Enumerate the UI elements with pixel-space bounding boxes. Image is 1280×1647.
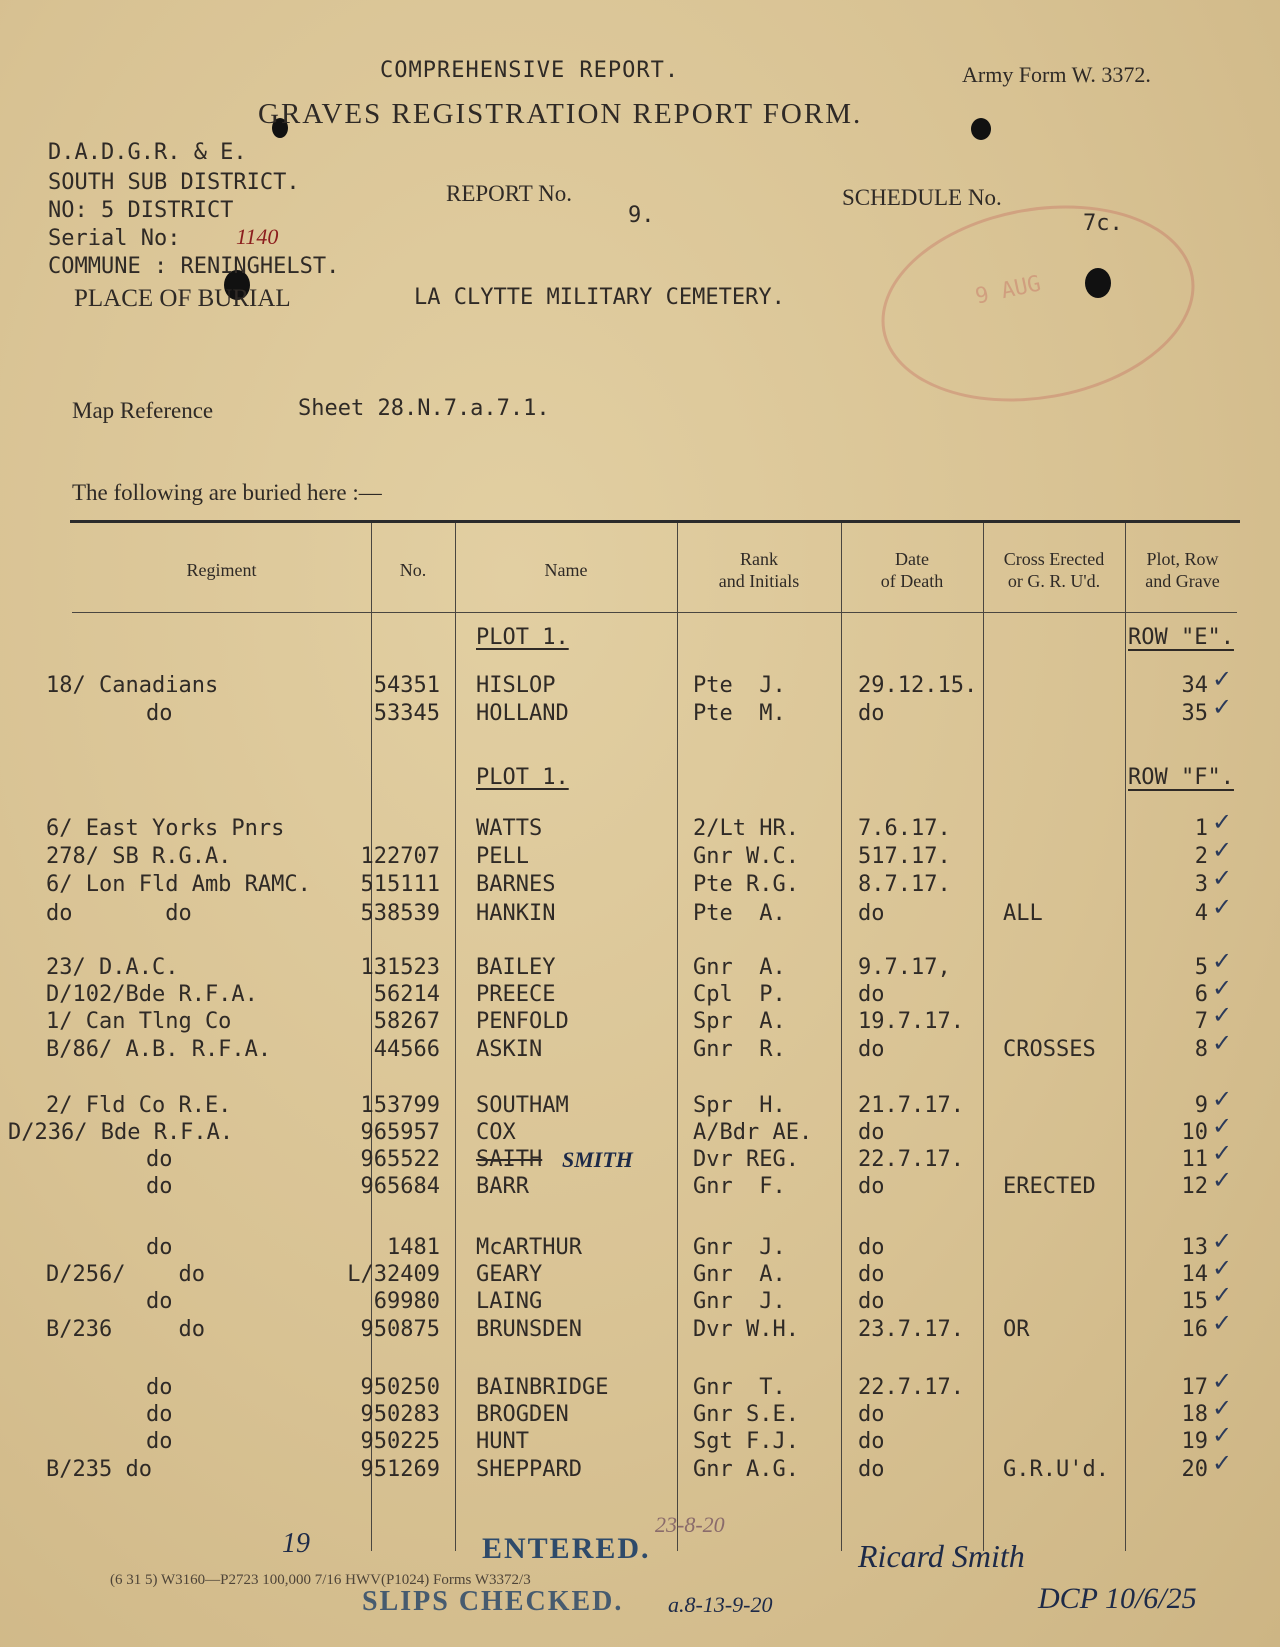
rank-cell: Gnr S.E. <box>693 1402 799 1427</box>
grave-cell: 3 <box>1194 872 1208 897</box>
grave-cell: 10 <box>1181 1120 1208 1145</box>
rank-cell: Gnr R. <box>693 1037 786 1062</box>
office-line-2: SOUTH SUB DISTRICT. <box>48 170 300 195</box>
service-number-cell: L/32409 <box>347 1262 440 1287</box>
regiment-cell: 6/ Lon Fld Amb RAMC. <box>46 872 311 897</box>
tick-icon: ✓ <box>1212 947 1233 975</box>
comprehensive-report-heading: COMPREHENSIVE REPORT. <box>380 58 680 83</box>
date-cell: do <box>858 1457 885 1482</box>
date-cell: 29.12.15. <box>858 673 978 698</box>
regiment-cell: do <box>146 1402 173 1427</box>
date-cell: do <box>858 1289 885 1314</box>
name-cell: PREECE <box>476 982 556 1007</box>
name-cell: BRUNSDEN <box>476 1317 582 1342</box>
name-cell: HOLLAND <box>476 701 569 726</box>
schedule-no-label: SCHEDULE No. <box>842 185 1002 210</box>
entered-stamp: ENTERED. <box>482 1532 651 1565</box>
name-cell: GEARY <box>476 1262 543 1287</box>
name-cell: BAILEY <box>476 955 556 980</box>
rank-cell: Spr A. <box>693 1009 786 1034</box>
service-number-cell: 122707 <box>360 844 440 869</box>
col-header-cross: Cross Erected or G. R. U'd. <box>1003 549 1105 591</box>
date-cell: 22.7.17. <box>858 1147 964 1172</box>
service-number-cell: 56214 <box>373 982 440 1007</box>
office-line-1: D.A.D.G.R. & E. <box>48 140 247 165</box>
column-divider <box>1125 523 1126 1551</box>
grave-cell: 15 <box>1181 1289 1208 1314</box>
date-cell: do <box>858 1402 885 1427</box>
rank-cell: Sgt F.J. <box>693 1429 799 1454</box>
table-top-rule <box>70 520 1240 523</box>
name-cell: BROGDEN <box>476 1402 569 1427</box>
date-cell: do <box>858 701 885 726</box>
cross-cell: ERECTED <box>1003 1174 1096 1199</box>
row-heading: ROW "E". <box>1128 625 1234 650</box>
service-number-cell: 965684 <box>360 1174 440 1199</box>
cross-cell: G.R.U'd. <box>1003 1457 1109 1482</box>
grave-cell: 8 <box>1194 1037 1208 1062</box>
name-cell: HUNT <box>476 1429 529 1454</box>
tick-icon: ✓ <box>1212 1254 1233 1282</box>
grave-cell: 35 <box>1181 701 1208 726</box>
rank-cell: Gnr F. <box>693 1174 786 1199</box>
grave-cell: 19 <box>1181 1429 1208 1454</box>
name-cell: BARNES <box>476 872 556 897</box>
report-no-label: REPORT No. <box>446 181 572 206</box>
place-of-burial-label: PLACE OF BURIAL <box>74 285 291 312</box>
service-number-cell: 54351 <box>373 673 440 698</box>
date-cell: do <box>858 1120 885 1145</box>
received-stamp-date: 9 AUG <box>973 271 1044 310</box>
name-cell: HISLOP <box>476 673 556 698</box>
service-number-cell: 965522 <box>360 1147 440 1172</box>
regiment-cell: do <box>146 701 173 726</box>
rank-cell: Gnr A.G. <box>693 1457 799 1482</box>
punch-hole-2 <box>971 118 991 140</box>
regiment-cell: D/236/ Bde R.F.A. <box>8 1120 234 1145</box>
grave-cell: 13 <box>1181 1235 1208 1260</box>
date-cell: do <box>858 1429 885 1454</box>
slips-checked-date: a.8-13-9-20 <box>668 1592 773 1617</box>
grave-cell: 14 <box>1181 1262 1208 1287</box>
tick-icon: ✓ <box>1212 836 1233 864</box>
regiment-cell: do do <box>46 901 192 926</box>
tick-icon: ✓ <box>1212 864 1233 892</box>
date-cell: 22.7.17. <box>858 1375 964 1400</box>
service-number-cell: 515111 <box>360 872 440 897</box>
commune-line: COMMUNE : RENINGHELST. <box>48 254 340 279</box>
date-cell: do <box>858 1262 885 1287</box>
rank-cell: Gnr A. <box>693 1262 786 1287</box>
grave-cell: 12 <box>1181 1174 1208 1199</box>
rank-cell: Pte A. <box>693 901 786 926</box>
name-cell: BAINBRIDGE <box>476 1375 609 1400</box>
regiment-cell: do <box>146 1235 173 1260</box>
serial-value: 1140 <box>236 224 279 249</box>
name-cell: HANKIN <box>476 901 556 926</box>
tick-icon: ✓ <box>1212 693 1233 721</box>
page-count-note: 19 <box>282 1528 310 1559</box>
rank-cell: A/Bdr AE. <box>693 1120 813 1145</box>
col-header-no: No. <box>399 560 427 580</box>
tick-icon: ✓ <box>1212 1139 1233 1167</box>
entered-date: 23-8-20 <box>655 1512 725 1537</box>
row-heading: ROW "F". <box>1128 765 1234 790</box>
grave-cell: 9 <box>1194 1093 1208 1118</box>
col-header-date: Date of Death <box>880 549 944 591</box>
rank-cell: Gnr J. <box>693 1289 786 1314</box>
date-cell: 517.17. <box>858 844 951 869</box>
date-cell: 23.7.17. <box>858 1317 964 1342</box>
regiment-cell: 18/ Canadians <box>46 673 219 698</box>
map-reference-label: Map Reference <box>72 398 214 423</box>
regiment-cell: do <box>146 1289 173 1314</box>
regiment-cell: do <box>146 1174 173 1199</box>
service-number-cell: 58267 <box>373 1009 440 1034</box>
rank-cell: Spr H. <box>693 1093 786 1118</box>
rank-cell: Gnr A. <box>693 955 786 980</box>
service-number-cell: 951269 <box>360 1457 440 1482</box>
name-cell: ASKIN <box>476 1037 543 1062</box>
service-number-cell: 538539 <box>360 901 440 926</box>
service-number-cell: 131523 <box>360 955 440 980</box>
tick-icon: ✓ <box>1212 1112 1233 1140</box>
grave-cell: 4 <box>1194 901 1208 926</box>
tick-icon: ✓ <box>1212 1227 1233 1255</box>
grave-cell: 5 <box>1194 955 1208 980</box>
serial-label: Serial No: <box>48 226 181 251</box>
regiment-cell: B/235 do <box>46 1457 152 1482</box>
col-header-regiment: Regiment <box>186 560 257 580</box>
rank-cell: Gnr W.C. <box>693 844 799 869</box>
regiment-cell: 6/ East Yorks Pnrs <box>46 816 285 841</box>
tick-icon: ✓ <box>1212 974 1233 1002</box>
signature: Ricard Smith <box>858 1538 1025 1574</box>
cross-cell: OR <box>1003 1317 1030 1342</box>
name-cell: BARR <box>476 1174 529 1199</box>
rank-cell: Gnr J. <box>693 1235 786 1260</box>
service-number-cell: 965957 <box>360 1120 440 1145</box>
name-cell: PELL <box>476 844 529 869</box>
tick-icon: ✓ <box>1212 1421 1233 1449</box>
column-divider <box>677 523 678 1551</box>
service-number-cell: 53345 <box>373 701 440 726</box>
rank-cell: Dvr REG. <box>693 1147 799 1172</box>
rank-cell: Pte R.G. <box>693 872 799 897</box>
plot-heading: PLOT 1. <box>476 765 569 790</box>
date-cell: do <box>858 1174 885 1199</box>
tick-icon: ✓ <box>1212 665 1233 693</box>
map-reference-value: Sheet 28.N.7.a.7.1. <box>298 396 550 421</box>
regiment-cell: B/236 do <box>46 1317 205 1342</box>
service-number-cell: 153799 <box>360 1093 440 1118</box>
tick-icon: ✓ <box>1212 808 1233 836</box>
name-cell: COX <box>476 1120 516 1145</box>
tick-icon: ✓ <box>1212 1281 1233 1309</box>
tick-icon: ✓ <box>1212 1309 1233 1337</box>
regiment-cell: do <box>146 1147 173 1172</box>
plot-heading: PLOT 1. <box>476 625 569 650</box>
date-cell: 21.7.17. <box>858 1093 964 1118</box>
regiment-cell: D/102/Bde R.F.A. <box>46 982 258 1007</box>
received-stamp-ring <box>866 182 1210 425</box>
grave-cell: 7 <box>1194 1009 1208 1034</box>
grave-cell: 2 <box>1194 844 1208 869</box>
col-header-name: Name <box>544 560 588 580</box>
regiment-cell: 1/ Can Tlng Co <box>46 1009 232 1034</box>
service-number-cell: 1481 <box>387 1235 440 1260</box>
column-divider <box>983 523 984 1551</box>
date-cell: do <box>858 901 885 926</box>
report-no-value: 9. <box>628 203 655 228</box>
army-form-number: Army Form W. 3372. <box>962 62 1151 87</box>
tick-icon: ✓ <box>1212 1449 1233 1477</box>
grave-cell: 20 <box>1181 1457 1208 1482</box>
date-cell: do <box>858 1037 885 1062</box>
name-cell: SHEPPARD <box>476 1457 582 1482</box>
regiment-cell: B/86/ A.B. R.F.A. <box>46 1037 272 1062</box>
tick-icon: ✓ <box>1212 893 1233 921</box>
service-number-cell: 950875 <box>360 1317 440 1342</box>
name-cell: PENFOLD <box>476 1009 569 1034</box>
regiment-cell: 2/ Fld Co R.E. <box>46 1093 232 1118</box>
grave-cell: 17 <box>1181 1375 1208 1400</box>
date-cell: 9.7.17, <box>858 955 951 980</box>
cross-cell: CROSSES <box>1003 1037 1096 1062</box>
rank-cell: Dvr W.H. <box>693 1317 799 1342</box>
regiment-cell: 23/ D.A.C. <box>46 955 179 980</box>
name-cell: WATTS <box>476 816 543 841</box>
tick-icon: ✓ <box>1212 1166 1233 1194</box>
name-cell: SAITH <box>476 1147 543 1172</box>
place-of-burial-value: LA CLYTTE MILITARY CEMETERY. <box>414 285 785 310</box>
col-header-rank: Rank and Initials <box>718 549 800 591</box>
regiment-cell: D/256/ do <box>46 1262 205 1287</box>
office-line-3: NO: 5 DISTRICT <box>48 198 234 223</box>
tick-icon: ✓ <box>1212 1085 1233 1113</box>
tick-icon: ✓ <box>1212 1394 1233 1422</box>
rank-cell: Cpl P. <box>693 982 786 1007</box>
rank-cell: Pte M. <box>693 701 786 726</box>
initials-date: DCP 10/6/25 <box>1038 1582 1197 1615</box>
service-number-cell: 69980 <box>373 1289 440 1314</box>
date-cell: 19.7.17. <box>858 1009 964 1034</box>
column-divider <box>455 523 456 1551</box>
name-correction: SMITH <box>562 1147 633 1172</box>
form-title: GRAVES REGISTRATION REPORT FORM. <box>258 98 863 130</box>
regiment-cell: do <box>146 1375 173 1400</box>
name-cell: McARTHUR <box>476 1235 582 1260</box>
date-cell: do <box>858 982 885 1007</box>
service-number-cell: 44566 <box>373 1037 440 1062</box>
service-number-cell: 950250 <box>360 1375 440 1400</box>
regiment-cell: 278/ SB R.G.A. <box>46 844 232 869</box>
regiment-cell: do <box>146 1429 173 1454</box>
name-cell: SOUTHAM <box>476 1093 569 1118</box>
date-cell: 7.6.17. <box>858 816 951 841</box>
grave-cell: 11 <box>1181 1147 1208 1172</box>
intro-text: The following are buried here :— <box>72 480 382 505</box>
schedule-no-value: 7c. <box>1083 211 1123 236</box>
grave-cell: 16 <box>1181 1317 1208 1342</box>
name-cell: LAING <box>476 1289 543 1314</box>
column-divider <box>841 523 842 1551</box>
col-header-plot: Plot, Row and Grave <box>1145 549 1220 591</box>
cross-cell: ALL <box>1003 901 1043 926</box>
rank-cell: Gnr T. <box>693 1375 786 1400</box>
tick-icon: ✓ <box>1212 1367 1233 1395</box>
rank-cell: Pte J. <box>693 673 786 698</box>
tick-icon: ✓ <box>1212 1001 1233 1029</box>
table-header-rule <box>72 612 1237 613</box>
slips-checked-stamp: SLIPS CHECKED. <box>362 1586 624 1617</box>
grave-cell: 34 <box>1181 673 1208 698</box>
rank-cell: 2/Lt HR. <box>693 816 799 841</box>
grave-cell: 1 <box>1194 816 1208 841</box>
tick-icon: ✓ <box>1212 1029 1233 1057</box>
service-number-cell: 950283 <box>360 1402 440 1427</box>
grave-cell: 6 <box>1194 982 1208 1007</box>
print-code: (6 31 5) W3160—P2723 100,000 7/16 HWV(P1024) Forms W3372/3 <box>110 1572 531 1588</box>
date-cell: 8.7.17. <box>858 872 951 897</box>
grave-cell: 18 <box>1181 1402 1208 1427</box>
date-cell: do <box>858 1235 885 1260</box>
service-number-cell: 950225 <box>360 1429 440 1454</box>
